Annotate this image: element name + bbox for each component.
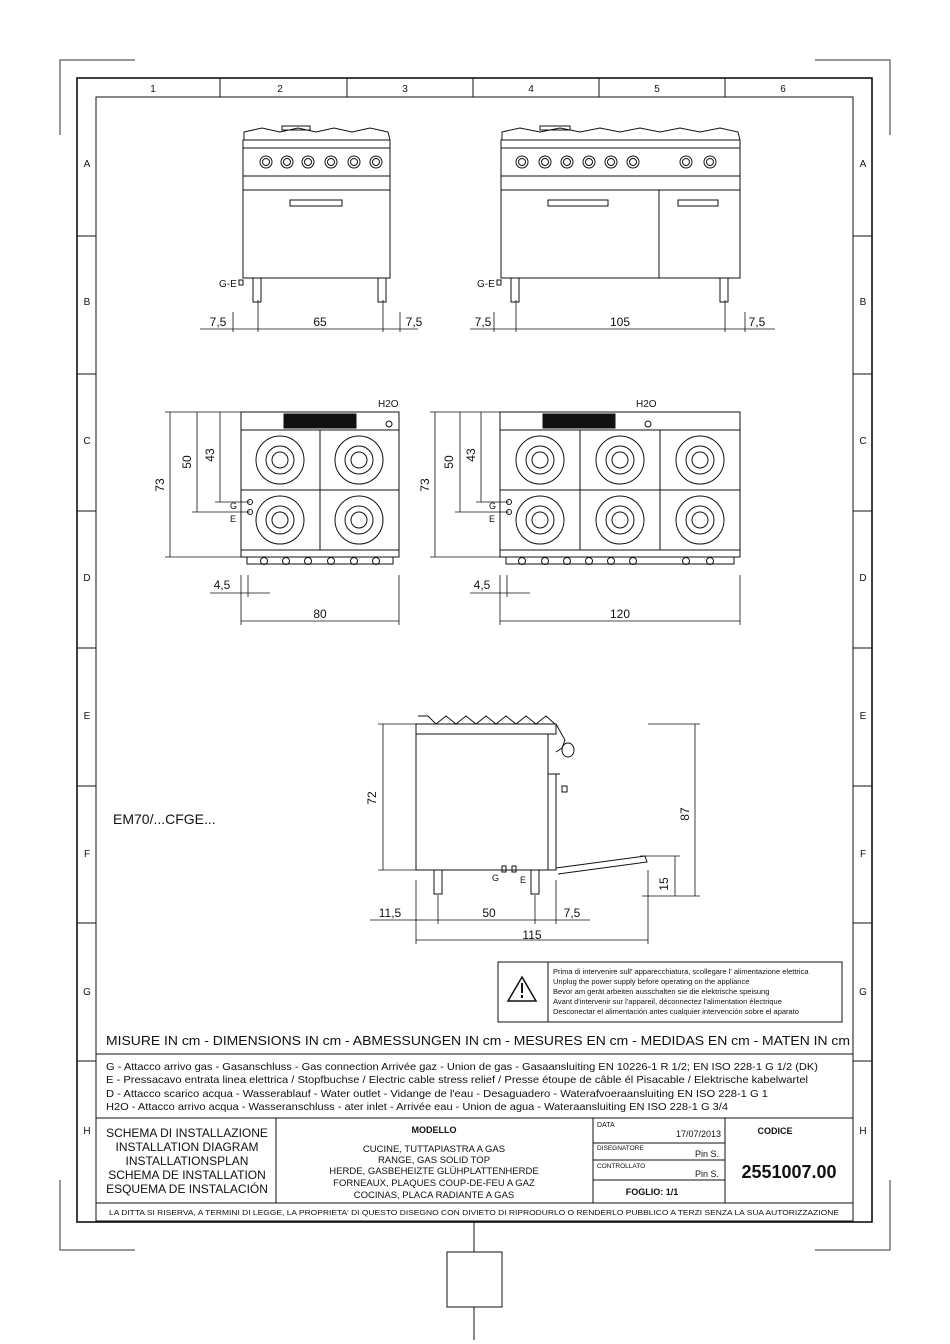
legend-line-drain: D - Attacco scarico acqua - Wasserablauf - Water outlet - Vidange de l'eau - Desaguadero - Waterafvoeraansluiting EN ISO 228-1 G 1 (106, 1089, 769, 1100)
dimension-label: 73 (418, 478, 432, 492)
top-dimension-lines-80 (165, 412, 399, 625)
legend-line-water: H2O - Attacco arrivo acqua - Wasseranschluss - ater inlet - Arrivée eau - Union de agua - Wateraansluiting EN ISO 228-1 G 3/4 (106, 1102, 729, 1113)
code-label: CODICE (757, 1126, 793, 1136)
row-dividers (77, 236, 872, 1061)
dimension-label: 43 (203, 448, 217, 462)
top-view-120 (500, 412, 740, 565)
row-label: A (83, 159, 91, 170)
row-label: D (859, 573, 867, 584)
column-label: 6 (780, 84, 786, 95)
dimension-label: 7,5 (474, 315, 492, 329)
warning-line: Desconectar el alimentación antes cualquier intervención sobre el aparato (553, 1007, 799, 1016)
column-label: 3 (402, 84, 408, 95)
designer-label: DISEGNATORE (597, 1145, 644, 1152)
h2o-label: H2O (636, 399, 657, 410)
title-line: SCHEMA DI INSTALLAZIONE (106, 1126, 268, 1140)
dimension-label: 50 (482, 906, 496, 920)
row-label: F (83, 849, 91, 860)
row-label: C (859, 436, 867, 447)
sheet-number: FOGLIO: 1/1 (625, 1187, 679, 1197)
dimension-label: 7,5 (209, 315, 227, 329)
row-label: H (859, 1126, 867, 1137)
row-label: G (859, 987, 867, 998)
electric-connection-label: E (489, 514, 496, 524)
gas-connection-label: G (489, 501, 497, 511)
row-label: F (859, 849, 867, 860)
front-view-80 (239, 126, 390, 302)
gas-connection-label: G (492, 873, 500, 883)
top-view-80 (241, 412, 399, 565)
side-dimension-lines (370, 724, 700, 944)
checked-label: CONTROLLATO (597, 1163, 646, 1170)
title-line: INSTALLATION DIAGRAM (115, 1140, 259, 1154)
gas-connection-label: G (230, 501, 238, 511)
model-description: CUCINE, TUTTAPIASTRA A GAS (362, 1144, 506, 1155)
front-dimension-lines-80 (200, 300, 418, 332)
dimension-label: 7,5 (748, 315, 766, 329)
row-label: D (83, 573, 91, 584)
column-label: 4 (528, 84, 534, 95)
column-bar (220, 78, 725, 97)
dimension-label: 43 (464, 448, 478, 462)
dimension-label: 72 (365, 791, 379, 805)
row-label: E (859, 711, 867, 722)
date-value: 17/07/2013 (675, 1129, 721, 1139)
model-description: RANGE, GAS SOLID TOP (377, 1155, 491, 1166)
dimension-label: 120 (609, 607, 631, 621)
measures-units-line: MISURE IN cm - DIMENSIONS IN cm - ABMESSUNGEN IN cm - MESURES EN cm - MEDIDAS EN cm - MATEN IN cm (106, 1033, 851, 1048)
dimension-label: 87 (678, 807, 692, 821)
electric-connection-label: E (230, 514, 237, 524)
dimension-label: 15 (657, 877, 671, 891)
dimension-label: 4,5 (213, 578, 231, 592)
model-description: COCINAS, PLACA RADIANTE A GAS (353, 1190, 515, 1201)
title-line: INSTALLATIONSPLAN (125, 1154, 249, 1168)
dimension-label: 50 (442, 455, 456, 469)
warning-line: Avant d'intervenir sur l'appareil, déconnectez l'alimentation électrique (553, 997, 782, 1006)
warning-line: Unplug the power supply before operating on the appliance (553, 977, 750, 986)
column-label: 2 (277, 84, 283, 95)
legend-line-electric: E - Pressacavo entrata linea elettrica / Stopfbuchse / Electric cable stress relief / Presse étoupe de câble él Pisacable / Elektrische kabelwartel (106, 1075, 808, 1086)
dimension-label: 105 (609, 315, 631, 329)
row-label: G (83, 987, 91, 998)
column-label: 1 (150, 84, 156, 95)
model-description: HERDE, GASBEHEIZTE GLÜHPLATTENHERDE (329, 1166, 539, 1177)
electric-connection-label: E (520, 875, 527, 885)
model-label: EM70/...CFGE... (113, 811, 216, 827)
code-value: 2551007.00 (741, 1162, 837, 1182)
h2o-label: H2O (378, 399, 399, 410)
designer-value: Pin S. (694, 1149, 719, 1159)
warning-line: Prima di intervenire sull' apparecchiatura, scollegare l' alimentazione elettrica (553, 967, 809, 976)
row-label: H (83, 1126, 91, 1137)
front-view-120 (497, 126, 740, 302)
footer-disclaimer: LA DITTA SI RISERVA, A TERMINI DI LEGGE, LA PROPRIETA' DI QUESTO DISEGNO CON DIVIETO DI RIPRODURLO O RENDERLO PUBBLICO A TERZI SENZA LA SUA AUTORIZZAZIONE (109, 1208, 839, 1217)
warning-line: Bevor am gerät arbeiten ausschalten sie die elektrische speisung (553, 987, 770, 996)
model-description: FORNEAUX, PLAQUES COUP-DE-FEU A GAZ (333, 1178, 535, 1189)
legend-line-gas: G - Attacco arrivo gas - Gasanschluss - Gas connection Arrivée gaz - Union de gas - Gasaansluiting EN 10226-1 R 1/2; EN ISO 228-1 G 1/2 (DK) (106, 1062, 818, 1073)
row-label: E (83, 711, 91, 722)
front-ge-label: G-E (477, 279, 495, 290)
dimension-label: 73 (153, 478, 167, 492)
dimension-label: 80 (313, 607, 327, 621)
date-label: DATA (597, 1122, 615, 1129)
dimension-label: 65 (313, 315, 327, 329)
binding-stamp-box (447, 1222, 502, 1340)
row-label: B (83, 297, 91, 308)
column-label: 5 (654, 84, 660, 95)
side-view (416, 716, 647, 894)
dimension-label: 11,5 (378, 906, 402, 920)
row-label: A (859, 159, 867, 170)
checked-value: Pin S. (694, 1169, 719, 1179)
row-label: B (859, 297, 867, 308)
dimension-label: 4,5 (473, 578, 491, 592)
model-header: MODELLO (411, 1125, 457, 1135)
dimension-label: 50 (180, 455, 194, 469)
title-line: ESQUEMA DE INSTALACIÓN (106, 1182, 268, 1196)
dimension-label: 115 (522, 928, 542, 942)
dimension-label: 7,5 (405, 315, 423, 329)
title-line: SCHEMA DE INSTALLATION (108, 1168, 266, 1182)
drawing-frame (77, 78, 872, 1222)
warning-triangle-icon (508, 977, 536, 1001)
top-dimension-lines-120 (430, 412, 740, 625)
front-ge-label: G-E (219, 279, 237, 290)
dimension-label: 7,5 (563, 906, 581, 920)
row-label: C (83, 436, 91, 447)
